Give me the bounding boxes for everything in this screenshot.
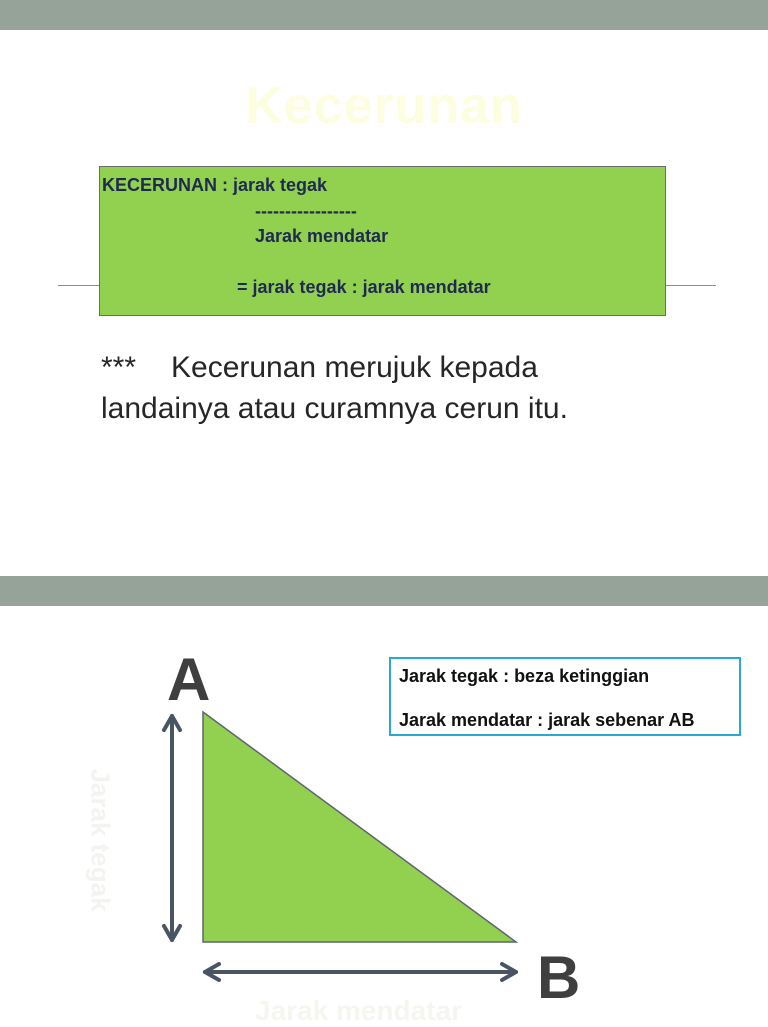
definition-line2: Jarak mendatar	[255, 226, 389, 246]
note-line1: Kecerunan merujuk kepada	[171, 351, 538, 384]
note-line2: landainya atau curamnya cerun itu.	[101, 392, 568, 425]
slide-title: Kecerunan	[245, 77, 523, 135]
legend-line2: Jarak mendatar : jarak sebenar AB	[399, 710, 695, 730]
vertical-arrow	[164, 716, 180, 940]
slope-triangle	[203, 712, 516, 942]
horizontal-distance-label: Jarak mendatar	[255, 995, 463, 1026]
vertical-distance-label: Jarak tegak	[85, 768, 116, 912]
horizontal-arrow	[205, 964, 516, 980]
definition-divider: -----------------	[255, 201, 357, 221]
definition-line3: = jarak tegak : jarak mendatar	[237, 277, 491, 297]
definition-line1: KECERUNAN : jarak tegak	[102, 175, 328, 195]
legend-box	[389, 657, 741, 736]
point-b-label: B	[537, 944, 581, 1011]
point-a-label: A	[167, 646, 211, 713]
legend-line1: Jarak tegak : beza ketinggian	[399, 666, 650, 686]
note-stars: ***	[101, 351, 137, 384]
